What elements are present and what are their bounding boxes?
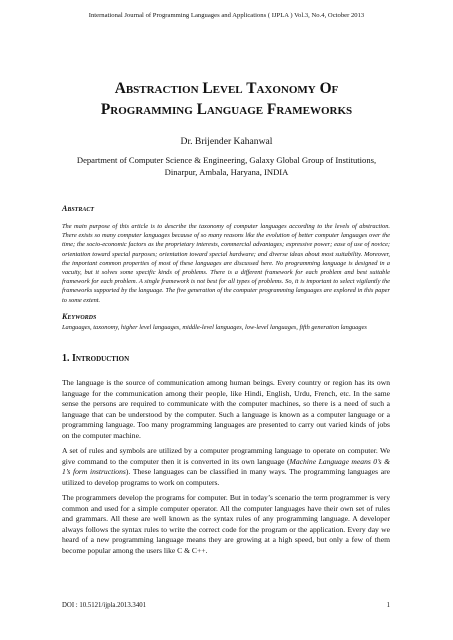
intro-paragraph-3: The programmers develop the programs for computer. But in today’s scenario the term programmer is very common and used for a simple computer operator. All the computer languages have their own set of rules and grammars. All these are well known as the syntax rules of any programming language. A developer always follows the syntax rules to write the correct code for the program or the application. Every day we heard of a new programming language means they are growing at a high speed, but only a few of them become popular among the users like C & C++. [62, 493, 390, 555]
paragraph-2-text-end: ). These languages can be classified in many ways. The programming languages are utilized to develop programs to work on computers. [62, 467, 390, 487]
page-number: 1 [386, 602, 390, 609]
affiliation-line-2: Dinarpur, Ambala, Haryana, INDIA [164, 166, 289, 177]
title-line-2: Programming Language Frameworks [100, 101, 353, 118]
intro-paragraph-1: The language is the source of communication among human beings. Every country or region has its own language for the communication among their people, like Hindi, English, Urdu, French, etc. In the same sense the persons are required to communicate with the computer machines, so there is a need of such a language that can be understood by the computer. Such a language is known as a computer language or a programming language. Too many programming languages are presented to carry out varied kinds of jobs on the computer machine. [62, 378, 390, 440]
author-affiliation [0, 155, 453, 178]
keywords-heading: Keywords [62, 312, 97, 321]
affiliation-line-1: Department of Computer Science & Engineering, Galaxy Global Group of Institutions, [76, 155, 377, 165]
journal-header: International Journal of Programming Languages and Applications ( IJPLA ) Vol.3, No.4, October 2013 [88, 12, 365, 19]
title-line-1: Abstraction Level Taxonomy Of [114, 80, 339, 97]
section-heading-introduction: 1. Introduction [62, 353, 130, 364]
abstract-text: The main purpose of this article is to describe the taxonomy of computer languages according to the levels of abstraction. There exists so many computer languages because of so many reasons like the evolution of better computer languages over the time; the socio-economic factors as the proprietary interests, commercial advantages; expressive power; ease of use of novice; orientation toward special purposes; orientation toward special hardware; and diverse ideas about most suitability. Moreover, the important common properties of most of these languages are discussed here. No programming language is designed in a vacuity, but it solves some specific kinds of problems. There is a different framework for each problem and best suitable framework for each problem. A single framework is not best for all types of problems. So, it is important to select vigilantly the frameworks supported by the language. The five generation of the computer programming languages are explored in this paper to some extent. [62, 223, 390, 304]
abstract-heading: Abstract [62, 204, 95, 213]
keywords-text: Languages, taxonomy, higher level languages, middle-level languages, low-level languages, fifth generation languages [62, 324, 367, 331]
intro-paragraph-2 [62, 446, 390, 488]
footer-doi: DOI : 10.5121/ijpla.2013.3401 [62, 602, 147, 609]
author-name: Dr. Brijender Kahanwal [180, 136, 273, 147]
paragraph-2-text-start: A set of rules and symbols are utilized by a computer programming language to operate on computer. We give command to the computer then it is converted in its own language ( [62, 446, 390, 466]
paper-title [0, 78, 453, 120]
paragraph-2-italic-text: Machine Language means 0’s & 1’s form instructions [62, 456, 390, 477]
